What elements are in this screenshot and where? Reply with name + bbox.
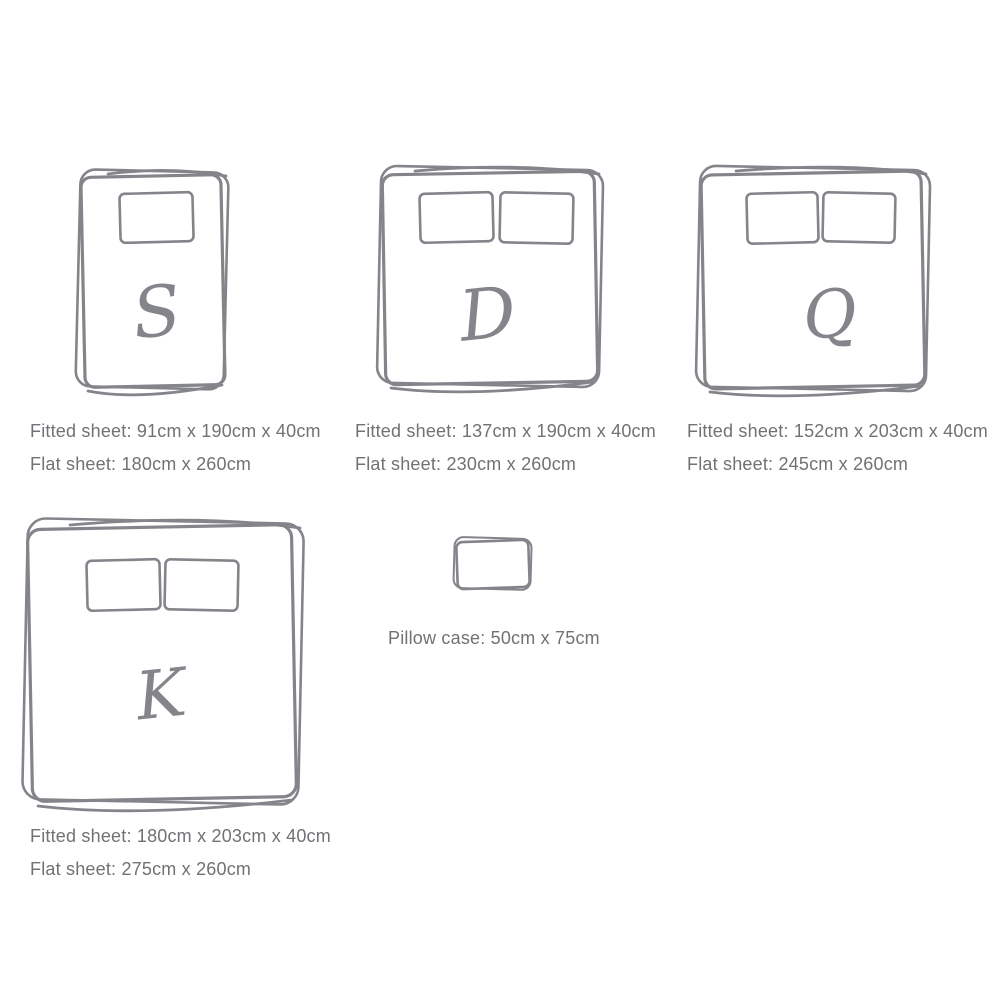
single-bed-caption xyxy=(30,415,321,481)
bed-letter: Q xyxy=(799,273,861,356)
pillow xyxy=(499,192,573,244)
bed-illustration-double xyxy=(375,162,607,396)
king-fitted-sheet-label: Fitted sheet: 180cm x 203cm x 40cm xyxy=(30,826,331,846)
single-bed-icon xyxy=(74,165,234,399)
pillow-case-outline xyxy=(456,540,530,589)
pillow xyxy=(86,559,160,611)
pillow-case-caption xyxy=(388,622,600,655)
bed-letter: K xyxy=(132,653,190,736)
queen-fitted-sheet-label: Fitted sheet: 152cm x 203cm x 40cm xyxy=(687,421,988,441)
single-flat-sheet-label: Flat sheet: 180cm x 260cm xyxy=(30,454,252,474)
pillow xyxy=(822,192,895,242)
pillow xyxy=(164,559,238,611)
double-bed-caption xyxy=(355,415,656,481)
bed-illustration-king xyxy=(20,514,308,814)
bed-letter: D xyxy=(455,270,520,358)
pillow xyxy=(119,192,193,243)
queen-flat-sheet-label: Flat sheet: 245cm x 260cm xyxy=(687,454,909,474)
bed-illustration-single xyxy=(74,165,234,399)
king-flat-sheet-label: Flat sheet: 275cm x 260cm xyxy=(30,859,252,879)
bed-illustration-queen xyxy=(694,162,934,400)
pillow-case-icon xyxy=(450,534,536,596)
double-bed-icon xyxy=(375,162,607,396)
king-bed-icon xyxy=(20,514,308,814)
double-fitted-sheet-label: Fitted sheet: 137cm x 190cm x 40cm xyxy=(355,421,656,441)
pillow xyxy=(419,192,493,243)
bed-letter: S xyxy=(128,268,185,356)
single-fitted-sheet-label: Fitted sheet: 91cm x 190cm x 40cm xyxy=(30,421,321,441)
pillow-case-label: Pillow case: 50cm x 75cm xyxy=(388,628,600,648)
queen-bed-icon xyxy=(694,162,934,400)
pillow xyxy=(746,192,818,244)
king-bed-caption xyxy=(30,820,331,886)
double-flat-sheet-label: Flat sheet: 230cm x 260cm xyxy=(355,454,577,474)
queen-bed-caption xyxy=(687,415,988,481)
pillow-case-outline-2 xyxy=(453,537,531,590)
pillow-case-illustration xyxy=(450,534,536,596)
